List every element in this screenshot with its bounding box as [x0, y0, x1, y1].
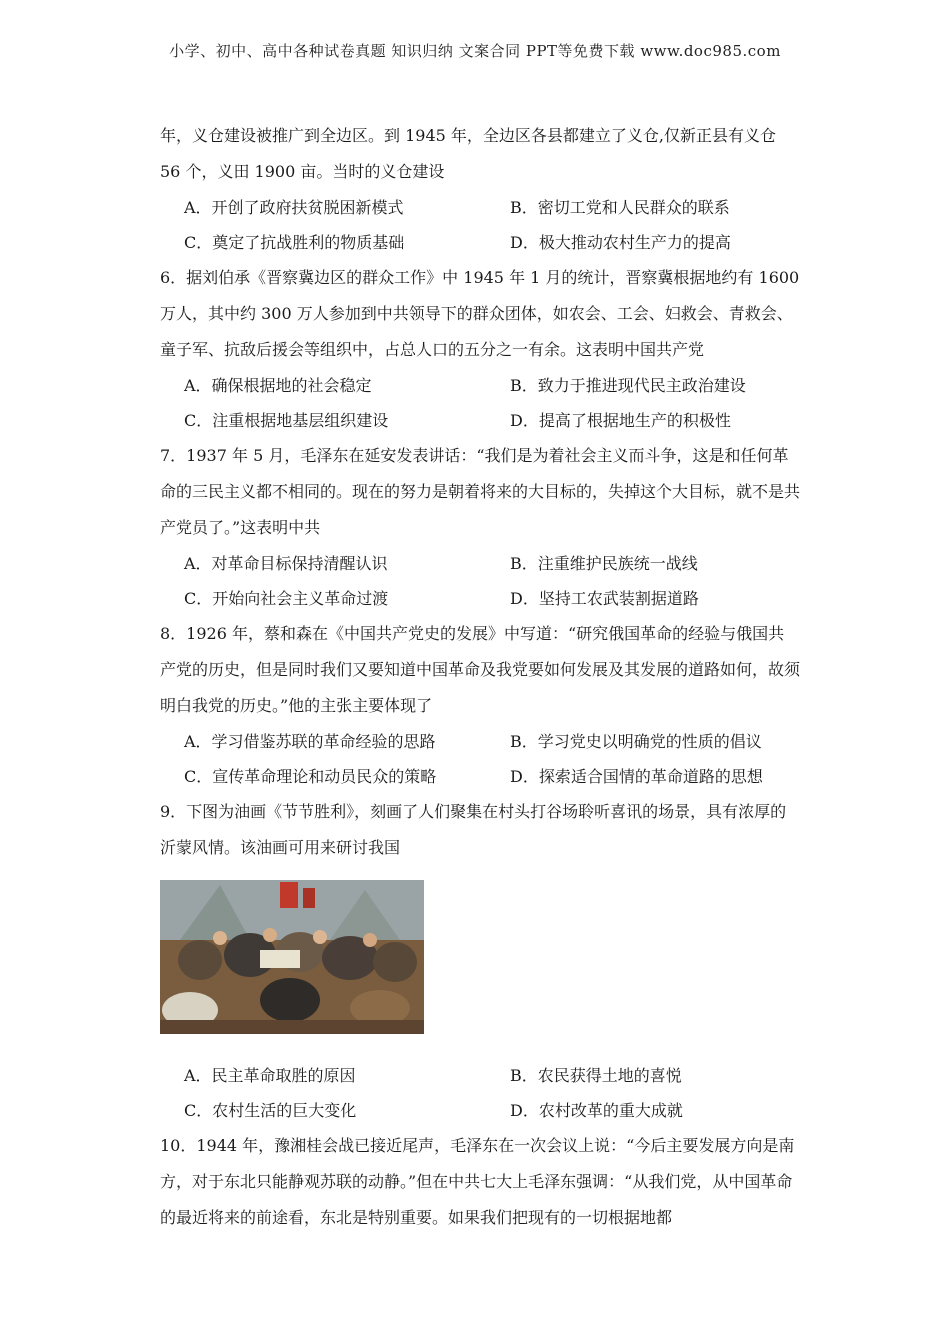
q9-option-d: D．农村改革的重大成就 [510, 1101, 683, 1120]
q7-option-d: D．坚持工农武装割据道路 [510, 589, 699, 608]
q8-option-a: A．学习借鉴苏联的革命经验的思路 [184, 732, 436, 751]
q7-option-b: B．注重维护民族统一战线 [510, 554, 698, 573]
q9-option-c: C．农村生活的巨大变化 [184, 1101, 357, 1120]
q8-option-c: C．宣传革命理论和动员民众的策略 [184, 767, 437, 786]
oil-painting-image [160, 880, 424, 1034]
q6-option-c: C．注重根据地基层组织建设 [184, 411, 389, 430]
q5-stem: 年，义仓建设被推广到全边区。到 1945 年，全边区各县都建立了义仓,仅新正县有义仓 56 个，义田 1900 亩。当时的义仓建设 [160, 126, 776, 181]
q8-option-b: B．学习党史以明确党的性质的倡议 [510, 732, 762, 751]
q9-options [160, 1058, 800, 1128]
q8-options [160, 724, 800, 794]
q10-stem: 10．1944 年，豫湘桂会战已接近尾声，毛泽东在一次会议上说：“今后主要发展方向是南方，对于东北只能静观苏联的动静。”但在中共七大上毛泽东强调：“从我们党，从中国革命的最近将来的前途看，东北是特别重要。如果我们把现有的一切根据地都 [160, 1136, 795, 1227]
q6-option-d: D．提高了根据地生产的积极性 [510, 411, 731, 430]
q7-options [160, 546, 800, 616]
q8-stem: 8．1926 年，蔡和森在《中国共产党史的发展》中写道：“研究俄国革命的经验与俄国共产党的历史，但是同时我们又要知道中国革命及我党要如何发展及其发展的道路如何，故须明白我党的历史。”他的主张主要体现了 [160, 624, 801, 715]
q9-option-b: B．农民获得土地的喜悦 [510, 1066, 682, 1085]
q5-option-c: C．奠定了抗战胜利的物质基础 [184, 233, 405, 252]
q5-option-b: B．密切工党和人民群众的联系 [510, 198, 730, 217]
q5-options [160, 190, 800, 260]
q7-stem: 7．1937 年 5 月，毛泽东在延安发表讲话：“我们是为着社会主义而斗争，这是和任何革命的三民主义都不相同的。现在的努力是朝着将来的大目标的，失掉这个大目标，就不是共产党员了。”这表明中共 [160, 446, 801, 537]
document-body [160, 118, 800, 1236]
q9-option-a: A．民主革命取胜的原因 [184, 1066, 356, 1085]
page-header: 小学、初中、高中各种试卷真题 知识归纳 文案合同 PPT等免费下载 www.doc985.com [169, 42, 781, 60]
q5-option-a: A．开创了政府扶贫脱困新模式 [184, 198, 404, 217]
q6-stem: 6．据刘伯承《晋察冀边区的群众工作》中 1945 年 1 月的统计，晋察冀根据地约有 1600 万人，其中约 300 万人参加到中共领导下的群众团体，如农会、工会、妇救会、青救会、童子军、抗敌后援会等组织中，占总人口的五分之一有余。这表明中国共产党 [160, 268, 800, 359]
q6-option-b: B．致力于推进现代民主政治建设 [510, 376, 746, 395]
q7-option-c: C．开始向社会主义革命过渡 [184, 589, 389, 608]
q5-option-d: D．极大推动农村生产力的提高 [510, 233, 731, 252]
q8-option-d: D．探索适合国情的革命道路的思想 [510, 767, 763, 786]
q9-stem: 9．下图为油画《节节胜利》，刻画了人们聚集在村头打谷场聆听喜讯的场景，具有浓厚的沂蒙风情。该油画可用来研讨我国 [160, 802, 787, 857]
q6-option-a: A．确保根据地的社会稳定 [184, 376, 372, 395]
q6-options [160, 368, 800, 438]
q7-option-a: A．对革命目标保持清醒认识 [184, 554, 388, 573]
